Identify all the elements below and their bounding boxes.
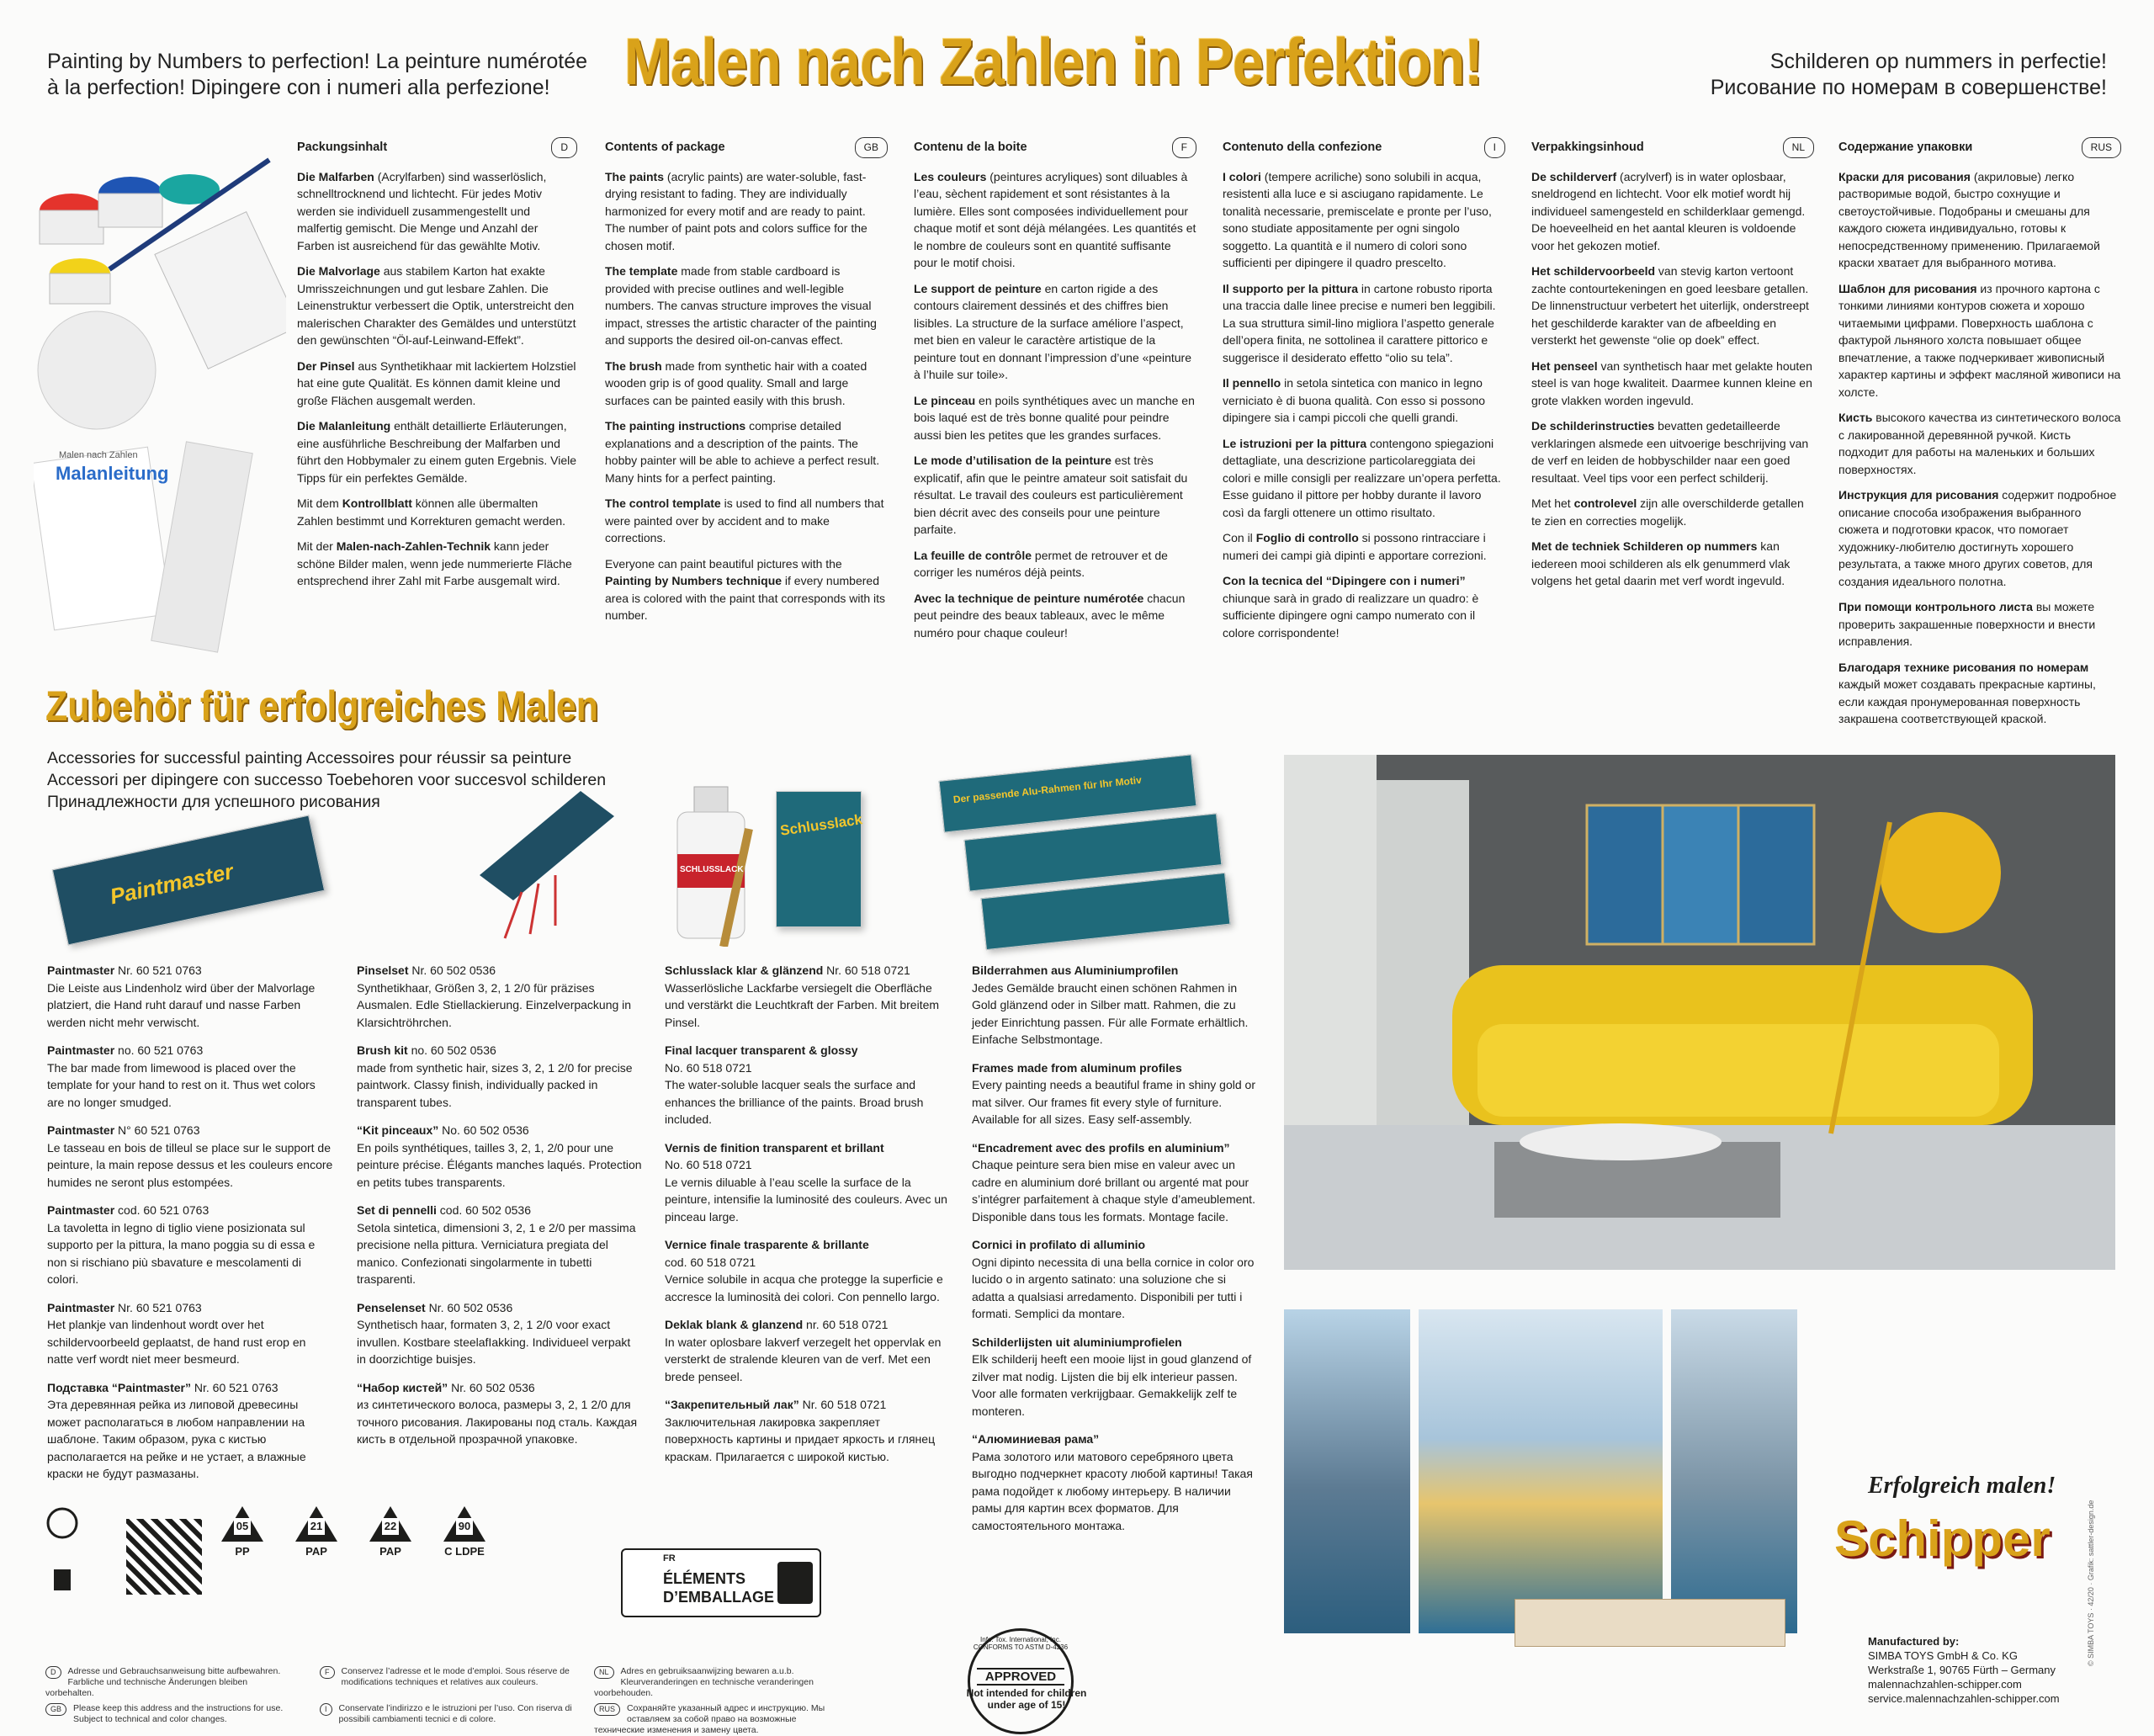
accessory-paragraph: Bilderrahmen aus Aluminiumprofilen Jedes Gemälde braucht einen schönen Rahmen in Gold glänzend oder in Silber matt. Rahmen, die zu jeder Einrichtung passen. Für alle Formate erhältlich. Einfache Selbstmontage. xyxy=(972,964,1249,1046)
tagline-right-line2: Рисование по номерам в совершенстве! xyxy=(1710,76,2107,99)
info-paragraph: Con il Foglio di controllo si possono rintracciare i numeri dei campi già dipinti e apportare correzioni. xyxy=(1223,531,1487,562)
footnote-text: Сохраняйте указанный адрес и инструкцию. Мы оставляем за собой право на возможные технические изменения и замену цвета. xyxy=(594,1703,825,1735)
accessory-paragraph: “Закрепительный лак” Nr. 60 518 0721 Заключительная лакировка закрепляет поверхность картины и придает яркость и глянец краскам. Прилагается с широкой кистью. xyxy=(665,1398,936,1463)
info-paragraph: Con la tecnica del “Dipingere con i numeri” chiunque sarà in grado di realizzare un quadro: è sufficiente dipingere ogni campo numerato con il colore corrispondente! xyxy=(1223,574,1479,640)
lacquer-bottle-image xyxy=(665,778,757,947)
info-paragraph: Le pinceau en poils synthétiques avec un manche en bois laqué est de très bonne qualité pour peindre aussi bien les petites que les grandes surfaces. xyxy=(914,393,1195,442)
info-paragraph: Кисть высокого качества из синтетического волоса с лакированной деревянной ручкой. Кисть подходит для работы на маленьких и больших поверхностях. xyxy=(1838,411,2121,476)
info-column-header xyxy=(914,137,1196,158)
language-badge: I xyxy=(1484,137,1505,158)
tagline-right xyxy=(1711,49,2107,101)
footnote-rus xyxy=(594,1703,846,1736)
info-paragraph: Il pennello in setola sintetica con manico in legno verniciato è di buona qualità. Con esso si possono dipingere sia i campi piccoli che quelli grandi. xyxy=(1223,376,1486,424)
accessory-paragraph: Penselenset Nr. 60 502 0536 Synthetisch haar, formaten 3, 2, 1 2/0 voor exact invullen. Kostbare steelafIakking. Individueel verpakt in doorzichtige buisjes. xyxy=(357,1300,631,1366)
accessory-paragraph: Paintmaster Nr. 60 521 0763 Die Leiste aus Lindenholz wird über der Malvorlage platziert, die Hand ruht darauf und nasse Farben werden nicht mehr verwischt. xyxy=(47,964,316,1029)
accessory-paragraph: Vernice finale trasparente & brillante cod. 60 518 0721 Vernice solubile in acqua che protegge la superficie e accresce la luminosità dei colori. Con pennello largo. xyxy=(665,1238,943,1303)
accessory-column-3 xyxy=(665,962,951,1476)
footnote-text: Adres en gebruiksaanwijzing bewaren a.u.b. Kleurveranderingen en technische veranderingen voorbehouden. xyxy=(594,1666,814,1698)
manufacturer-block xyxy=(1868,1634,2060,1706)
recycling-symbol xyxy=(210,1506,274,1599)
info-paragraph: Le support de peinture en carton rigide a des contours clairement dessinés et des chiffres bien lisibles. La structure de la surface améliore l’aspect, met bien en valeur le caractère artistique de la peinture tout en donnant l’impression d’une «peinture à l’huile sur toile». xyxy=(914,281,1192,381)
approved-word: APPROVED xyxy=(977,1668,1064,1686)
footnote-nl xyxy=(594,1666,846,1699)
accessory-paragraph: Cornici in profilato di alluminio Ogni dipinto necessita di una bella cornice in color oro lucido o in argento satinato: una soluzione che si adatta a qualsiasi arredamento. Disponibili per tutti i formati. Semplici da montare. xyxy=(972,1238,1255,1320)
info-paragraph: Инструкция для рисования содержит подробное описание способа изображения выбранного сюжета и подготовки красок, что помогает художнику-любителю достигнуть хорошего результата, а также много других советов, для создания идеального полотна. xyxy=(1838,488,2117,588)
accessory-paragraph: Paintmaster Nr. 60 521 0763 Het plankje van lindenhout wordt over het schildervoorbeeld geplaatst, de hand rust erop en natte verf wordt niet meer besmeurd. xyxy=(47,1300,306,1366)
info-paragraph: Avec la technique de peinture numérotée chacun peut peindre des beaux tableaux, avec le même numéro pour chaque couleur! xyxy=(914,591,1186,640)
accessory-paragraph: Deklak blank & glanzend nr. 60 518 0721 In water oplosbare lakverf verzegelt het oppervlak en versterkt de stralende kleuren van de verf. Met een brede penseel. xyxy=(665,1318,942,1383)
recycling-symbol xyxy=(284,1506,348,1599)
manufacturer-line-1: SIMBA TOYS GmbH & Co. KG xyxy=(1868,1649,2018,1662)
accessory-paragraph: “Алюминиевая рама” Рама золотого или матового серебряного цвета выгодно подчеркнет красоту любой картины! Такая рама подойдет к любому интерьеру. В наличии рамы для картин всех форматов. Для самостоятельного монтажа. xyxy=(972,1432,1253,1532)
info-paragraph: Шаблон для рисования из прочного картона с тонкими линиями контуров сюжета и хорошо читаемыми цифрами. Поверхность шаблона с фактурой льняного холста повышает общее впечатление, а также подчеркивает живописный характер картины и эффект масляной живописи на холсте. xyxy=(1838,281,2121,399)
qr-code-icon xyxy=(126,1519,202,1595)
recycling-label: PAP xyxy=(305,1545,327,1558)
approved-ring-text: Info. Tox. International, Inc. CONFORMS TO ASTM D-4236 xyxy=(973,1636,1069,1651)
info-column-d xyxy=(297,137,577,598)
info-column-header xyxy=(1531,137,1814,158)
language-badge: D xyxy=(551,137,577,158)
recycling-person-icon xyxy=(45,1506,79,1599)
recycling-label: PAP xyxy=(379,1545,401,1558)
info-paragraph: Les couleurs (peintures acryliques) sont diluables à l’eau, sèchent rapidement et sont résistantes à la lumière. Elles sont composées individuellement pour chaque motif et sont déjà mélangées. Les quantités et le nombre de couleurs sont en quantité suffisante pour le motif choisi. xyxy=(914,169,1196,269)
info-paragraph: I colori (tempere acriliche) sono solubili in acqua, resistenti alla luce e si asciugano rapidamente. Le tonalità necessarie, premiscelate e pronte per l’uso, sono studiate appositamente per ogni singolo soggetto. La quantità e il numero di colori sono sufficienti per dipingere il quadro prescelto. xyxy=(1223,169,1492,269)
guide-cover-top: Malen nach Zahlen xyxy=(59,450,138,460)
accessory-paragraph: “Encadrement avec des profils en aluminium” Chaque peinture sera bien mise en valeur avec un cadre en aluminium doré brillant ou argenté mat pour s’intégrer parfaitement à chaque style d’ameublement. Disponible dans tous les formats. Montage facile. xyxy=(972,1140,1255,1224)
tagline-left-line2: à la perfection! Dipingere con i numeri alla perfezione! xyxy=(47,76,550,99)
tagline-left-line1: Painting by Numbers to perfection! La peinture numérotée xyxy=(47,50,588,73)
manufacturer-line-2: Werkstraße 1, 90765 Fürth – Germany xyxy=(1868,1664,2056,1676)
footnote-i xyxy=(320,1703,572,1725)
info-column-gb xyxy=(605,137,888,633)
accessory-paragraph: Final lacquer transparent & glossy No. 60 518 0721 The water-soluble lacquer seals the surface and enhances the brilliance of the paints. Broad brush included. xyxy=(665,1043,924,1126)
info-column-title: Packungsinhalt xyxy=(297,141,388,154)
accessory-paragraph: “Набор кистей” Nr. 60 502 0536 из синтетического волоса, размеры 3, 2, 1 2/0 для точного рисования. Лакированы под сталь. Каждая кисть в отдельной прозрачной упаковке. xyxy=(357,1380,638,1446)
triptych-painting xyxy=(1284,1309,1822,1633)
manufacturer-label: Manufactured by: xyxy=(1868,1635,1960,1648)
info-paragraph: The template made from stable cardboard is provided with precise outlines and well-legible numbers. The canvas structure improves the visual impact, stresses the artistic character of the painting and supports the desired oil-on-canvas effect. xyxy=(605,264,877,347)
info-paragraph: Everyone can paint beautiful pictures with the Painting by Numbers technique if every numbered area is colored with the paint that corresponds with its number. xyxy=(605,556,886,622)
recycling-triangle-icon xyxy=(221,1506,263,1542)
recycling-triangle-icon xyxy=(443,1506,485,1542)
approved-note-line1: Not intended for children xyxy=(966,1687,1087,1699)
manufacturer-line-4: service.malennachzahlen-schipper.com xyxy=(1868,1692,2060,1705)
info-paragraph: Il supporto per la pittura in cartone robusto riporta una traccia dalle linee precise e numeri ben leggibili. La sua struttura simil-lino migliora l’aspetto generale dell’opera finita, ne sottolinea il carattere pittorico e suggerisce il desiderato effetto “olio su tela”. xyxy=(1223,281,1496,364)
language-badge: NL xyxy=(1783,137,1814,158)
frame-box-label: Der passende Alu-Rahmen für Ihr Motiv xyxy=(952,773,1143,806)
accessory-paragraph: Frames made from aluminum profiles Every painting needs a beautiful frame in shiny gold or mat silver. Our frames fit every style of furniture. Available for all sizes. Easy self-assembly. xyxy=(972,1060,1255,1126)
info-column-f xyxy=(914,137,1196,650)
fr-badge-bin-icon xyxy=(777,1562,813,1604)
lacquer-bottle-label: SCHLUSSLACK xyxy=(680,865,744,874)
schlusslack-box-label: Schlusslack xyxy=(779,811,864,839)
accessory-column-1 xyxy=(47,962,333,1494)
paints-brush-template-icon xyxy=(34,126,286,665)
language-badge: RUS xyxy=(2082,137,2121,158)
frame-boxes-image xyxy=(941,767,1235,944)
recycling-triangle-icon xyxy=(295,1506,337,1542)
info-paragraph: Краски для рисования (акриловые) легко растворимые водой, быстро сохнущие и светоустойчивые. Подобраны и смешаны для каждого сюжета индивидуально, готовы к непосредственному применению. Прилагаемой краски хватает для выбранного мотива. xyxy=(1838,169,2100,269)
accessory-paragraph: Paintmaster no. 60 521 0763 The bar made from limewood is placed over the template for your hand to rest on it. Thus wet colors are no longer smudged. xyxy=(47,1043,316,1109)
accessories-line-1: Accessories for successful painting Accessoires pour réussir sa peinture xyxy=(47,749,572,767)
footnote-language-badge: D xyxy=(45,1666,61,1679)
fr-badge-tag: FR xyxy=(663,1553,676,1563)
approved-seal xyxy=(968,1628,1074,1734)
accessory-paragraph: Paintmaster N° 60 521 0763 Le tasseau en bois de tilleul se place sur le support de peinture, la main repose dessus et les couleurs encore humides ne seront plus estompées. xyxy=(47,1123,333,1189)
info-paragraph: При помощи контрольного листа вы можете проверить закрашенные поверхности и внести исправления. xyxy=(1838,600,2096,648)
fr-badge-line1: ÉLÉMENTS xyxy=(663,1570,746,1587)
paintmaster-bar-image xyxy=(1515,1599,1785,1647)
package-contents-illustration xyxy=(34,126,286,665)
side-code: © SIMBA TOYS · 42/20 · Grafik: sattler-design.de xyxy=(2087,1500,2095,1666)
footnote-text: Conservez l’adresse et le mode d’emploi. Sous réserve de modifications techniques et relatives aux couleurs. xyxy=(341,1666,570,1687)
info-paragraph: The painting instructions comprise detailed explanations and a description of the paints. The hobby painter will be able to achieve a perfect result. Many hints for a perfect painting. xyxy=(605,419,880,485)
info-paragraph: The control template is used to find all numbers that were painted over by accident and to make corrections. xyxy=(605,496,884,544)
info-paragraph: The brush made from synthetic hair with a coated wooden grip is of good quality. Small and large surfaces can be painted easily with this brush. xyxy=(605,358,867,407)
info-paragraph: Die Malvorlage aus stabilem Karton hat exakte Umrisszeichnungen und gut lesbare Zahlen. Die Leinenstruktur verbessert die Optik, unterstreicht den malerischen Charakter des Gemäldes und unterstützt den gewünschten “Öl-auf-Leinwand-Effekt”. xyxy=(297,264,576,347)
info-column-header xyxy=(605,137,888,158)
approved-note xyxy=(942,1687,1111,1711)
info-column-title: Contents of package xyxy=(605,141,725,154)
info-paragraph: De schilderverf (acrylverf) is in water oplosbaar, sneldrogend en lichtecht. Voor elk motief wordt hij individueel samengesteld en schilderklaar gemengd. De hoeveelheid en het aantal kleuren is voldoende voor het gekozen motief. xyxy=(1531,169,1806,252)
approved-note-line2: under age of 15! xyxy=(987,1699,1066,1711)
schipper-logo xyxy=(1834,1473,2104,1590)
recycling-triangle-icon xyxy=(369,1506,411,1542)
info-column-title: Verpakkingsinhoud xyxy=(1531,141,1644,154)
logo-script: Erfolgreich malen! xyxy=(1868,1473,2056,1499)
accessory-paragraph: Brush kit no. 60 502 0536 made from synthetic hair, sizes 3, 2, 1 2/0 for precise paintwork. Classy finish, individually packed in transparent tubes. xyxy=(357,1043,633,1109)
recycling-code: 22 xyxy=(382,1518,399,1535)
info-paragraph: Met het controlevel zijn alle overschilderde getallen te zien en correcties mogelijk. xyxy=(1531,496,1804,528)
info-column-title: Содержание упаковки xyxy=(1838,141,1973,154)
footnote-text: Conservate l’indirizzo e le istruzioni per l’uso. Con riserva di possibili cambiamenti tecnici e di colore. xyxy=(338,1703,572,1724)
manufacturer-line-3: malennachzahlen-schipper.com xyxy=(1868,1678,2022,1691)
accessory-paragraph: Schilderlijsten uit aluminiumprofielen Elk schilderij heeft een mooie lijst in goud glanzend of zilver mat nodig. Lijsten die bij elk interieur passen. Voor alle formaten verkrijgbaar. Gemakkelijk zelf te monteren. xyxy=(972,1335,1252,1418)
footnote-language-badge: F xyxy=(320,1666,335,1679)
info-paragraph: Благодаря технике рисования по номерам каждый может создавать прекрасные картины, если каждая пронумерованная поверхность закрашена соответствующей краской. xyxy=(1838,660,2096,725)
living-room-photo xyxy=(1284,755,2115,1270)
footnote-language-badge: GB xyxy=(45,1703,66,1716)
recycling-code: 05 xyxy=(234,1518,251,1535)
info-paragraph: De schilderinstructies bevatten gedetailleerde verklaringen alsmede een uitvoerige beschrijving van de verf en leiden de hobbyschilder naar een goed resultaat. Veel tips voor een perfect schilderij. xyxy=(1531,419,1809,485)
fr-triman-badge xyxy=(621,1548,821,1617)
info-paragraph: La feuille de contrôle permet de retrouver et de corriger les numéros déjà peints. xyxy=(914,548,1168,579)
logo-brand: Schipper xyxy=(1834,1510,2051,1567)
tagline-left xyxy=(47,49,587,101)
accessory-column-2 xyxy=(357,962,643,1459)
accessories-line-2: Accessori per dipingere con successo Toebehoren voor succesvol schilderen xyxy=(47,771,607,789)
accessory-paragraph: Schlusslack klar & glänzend Nr. 60 518 0721 Wasserlösliche Lackfarbe versiegelt die Oberfläche und verstärkt die Leuchtkraft der Farben. Mit breitem Pinsel. xyxy=(665,964,940,1029)
info-paragraph: Het penseel van synthetisch haar met gelakte houten steel is van hoge kwaliteit. Daarmee kunnen kleine en grote vlakken worden ingevuld. xyxy=(1531,358,1812,407)
info-paragraph: Le mode d’utilisation de la peinture est très explicatif, afin que le peintre amateur soit satisfait du résultat. Le travail des couleurs est particulièrement bien décrit avec des conseils pour une peinture parfaite. xyxy=(914,454,1188,536)
info-paragraph: Mit dem Kontrollblatt können alle übermalten Zahlen bestimmt und Korrekturen gemacht werden. xyxy=(297,496,566,528)
info-paragraph: Met de techniek Schilderen op nummers kan iedereen mooi schilderen als elk genummerd vlak volgens het getal daarin met verf wordt ingevuld. xyxy=(1531,539,1791,587)
fr-badge-line2: D’EMBALLAGE xyxy=(663,1589,774,1606)
info-column-header xyxy=(1223,137,1505,158)
recycling-symbol xyxy=(358,1506,422,1599)
brush-set-image xyxy=(471,783,623,942)
info-paragraph: Die Malanleitung enthält detaillierte Erläuterungen, eine ausführliche Beschreibung der Malfarben und führt den Hobbymaler zu einem guten Ergebnis. Viele Tipps für ein perfektes Gemälde. xyxy=(297,419,577,485)
accessory-paragraph: Подставка “Paintmaster” Nr. 60 521 0763 Эта деревянная рейка из липовой древесины может располагаться в любом направлении на шаблоне. Таким образом, рука с кистью располагается на рейке и не устает, а влажные краски не будут размазаны. xyxy=(47,1380,306,1480)
accessory-paragraph: “Kit pinceaux” No. 60 502 0536 En poils synthétiques, tailles 3, 2, 1, 2/0 pour une peinture précise. Élégants manches laqués. Protection en petits tubes transparents. xyxy=(357,1123,642,1189)
info-paragraph: The paints (acrylic paints) are water-soluble, fast-drying resistant to fading. They are individually harmonized for every motif and are ready to paint. The number of paint pots and colors suffice for the chosen motif. xyxy=(605,169,867,252)
accessory-paragraph: Set di pennelli cod. 60 502 0536 Setola sintetica, dimensioni 3, 2, 1 e 2/0 per massima precisione nella pittura. Verniciatura pregiata del manico. Confezionati singolarmente in tubetti trasparenti. xyxy=(357,1203,636,1286)
footnote-text: Adresse und Gebrauchsanweisung bitte aufbewahren. Farbliche und technische Änderungen bleiben vorbehalten. xyxy=(45,1666,281,1698)
info-column-i xyxy=(1223,137,1505,650)
guide-cover-title: Malanleitung xyxy=(56,463,169,484)
info-paragraph: Het schildervoorbeeld van stevig karton vertoont zachte contourtekeningen en goed leesbare getallen. De linnenstructuur verbetert het uiterlijk, onderstreept het geschilderde karakter van de afbeelding en versterkt het gewenste “olie op doek” effect. xyxy=(1531,264,1809,347)
info-column-rus xyxy=(1838,137,2121,736)
accessory-paragraph: Vernis de finition transparent et brillant No. 60 518 0721 Le vernis diluable à l’eau scelle la surface de la peinture, intensifie la luminosité des couleurs. Avec un pinceau large. xyxy=(665,1140,947,1224)
info-column-header xyxy=(1838,137,2121,158)
footnote-d xyxy=(45,1666,298,1699)
recycling-symbol xyxy=(432,1506,496,1599)
footnote-f xyxy=(320,1666,572,1688)
paintmaster-box-label: Paintmaster xyxy=(107,858,236,910)
accessory-column-4 xyxy=(972,962,1260,1545)
recycling-code: 90 xyxy=(456,1518,473,1535)
language-badge: F xyxy=(1172,137,1196,158)
footnote-text: Please keep this address and the instructions for use. Subject to technical and color changes. xyxy=(73,1703,284,1724)
accessories-heading: Zubehör für erfolgreiches Malen xyxy=(45,682,599,730)
living-room-scene-image xyxy=(1284,755,2115,1270)
info-paragraph: Mit der Malen-nach-Zahlen-Technik kann jeder schöne Bilder malen, wenn jede nummerierte Fläche entsprechend ihrer Zahl mit Farbe ausgemalt wird. xyxy=(297,539,572,587)
info-column-header xyxy=(297,137,577,158)
accessory-paragraph: Paintmaster cod. 60 521 0763 La tavoletta in legno di tiglio viene posizionata sul supporto per la pittura, la mano poggia su di essa e non si rischiano più sbavature e mescolamenti di colori. xyxy=(47,1203,316,1286)
footnote-gb xyxy=(45,1703,298,1725)
triptych-panel-left xyxy=(1284,1309,1410,1633)
brush-set-icon xyxy=(471,783,623,942)
info-column-title: Contenuto della confezione xyxy=(1223,141,1382,154)
info-paragraph: Le istruzioni per la pittura contengono spiegazioni dettagliate, una descrizione particolareggiata dei colori e mille consigli per realizzare un’opera perfetta. Esse guidano il pittore per hobby durante il lavoro così da fargli ottenere un ottimo risultato. xyxy=(1223,436,1501,519)
headline: Malen nach Zahlen in Perfektion! xyxy=(624,24,1483,98)
accessories-line-3: Принадлежности для успешного рисования xyxy=(47,793,380,811)
info-column-title: Contenu de la boite xyxy=(914,141,1027,154)
lacquer-bottle-icon xyxy=(665,778,757,947)
footnote-language-badge: RUS xyxy=(594,1703,620,1716)
info-paragraph: Die Malfarben (Acrylfarben) sind wasserlöslich, schnelltrocknend und lichtecht. Für jedes Motiv werden sie individuell zusammengestellt und malfertig gemischt. Die Menge und Anzahl der Farben ist ausreichend für das gewählte Motiv. xyxy=(297,169,547,252)
recycling-label: PP xyxy=(235,1545,250,1558)
info-paragraph: Der Pinsel aus Synthetikhaar mit lackiertem Holzstiel hat eine gute Qualität. Es können damit kleine und große Flächen ausgemalt werden. xyxy=(297,358,576,407)
info-column-nl xyxy=(1531,137,1814,598)
schlusslack-box xyxy=(776,791,862,927)
tagline-right-line1: Schilderen op nummers in perfectie! xyxy=(1769,50,2107,73)
recycling-code: 21 xyxy=(308,1518,325,1535)
footnote-language-badge: I xyxy=(320,1703,332,1716)
language-badge: GB xyxy=(855,137,888,158)
footnote-language-badge: NL xyxy=(594,1666,614,1679)
recycling-label: C LDPE xyxy=(444,1545,485,1558)
accessory-paragraph: Pinselset Nr. 60 502 0536 Synthetikhaar, Größen 3, 2, 1 2/0 für präzises Ausmalen. Edle Stiellackierung. Einzelverpackung in Klarsichtröhrchen. xyxy=(357,964,632,1029)
